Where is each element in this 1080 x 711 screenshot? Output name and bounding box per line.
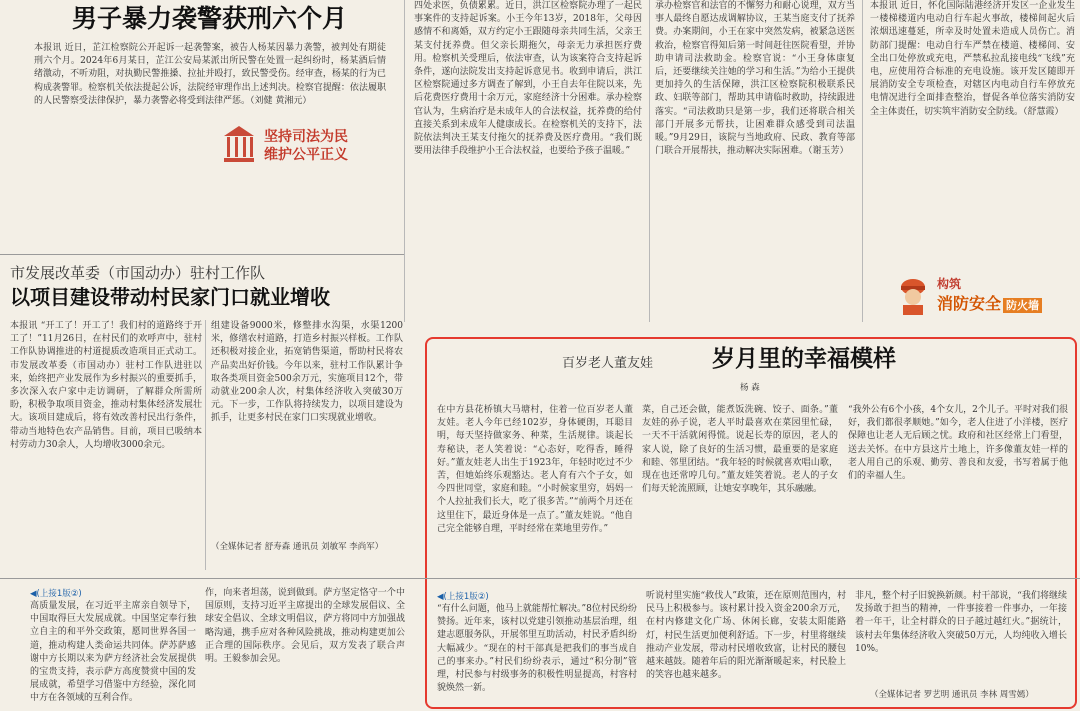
feature-author: 杨 森 <box>740 383 760 393</box>
mid-left-body-col1: 本报讯 “开工了！开工了！我们村的道路终于开工了！”11月26日，在村民们的欢呼声中，驻村工作队协调推进的村道提质改造项目正式动工。市发展改革委（市国动办）驻村工作队进驻以来，始终把产业发展作为乡村振兴的重要抓手，多次深入农户家中走访调研，了解群众所需所盼，积极争取项目资金，推动村集体经济发展壮大。该项目建成后，将有效改善村民出行条件，带动当地特色农产品销售。目前，项目已吸纳本村劳动力30余人，人均增收3000余元。 <box>10 321 202 450</box>
firefighter-icon <box>895 275 931 315</box>
top-right-body: 本报讯 近日，怀化国际陆港经济开发区一企业发生一楼梯楼道内电动自行车起火事故，楼梯间起火后浓烟迅速蔓延，所幸及时处置未造成人员伤亡。消防部门提醒：电动自行车严禁在楼道、楼梯间、安全出口处停放或充电，严禁私拉乱接电线“飞线”充电，应使用符合标准的充电设施。该开发区随即开展消防安全专项检查，对辖区内电动自行车停放充电情况进行全面排查整治，督促各单位落实消防安全主体责任，切实筑牢消防安全防线。（舒慧霞） <box>870 1 1075 117</box>
feature-col1: 在中方县花桥镇大马塘村，住着一位百岁老人董友娃。老人今年已经102岁，身体硬朗，耳聪目明，每天坚持做家务、种菜，生活规律。谈起长寿秘诀，老人笑着说：“心态好，吃得香，睡得好。”董友娃老人出生于1923年，年轻时吃过不少苦，但她始终乐观豁达。老人育有六个子女，如今四世同堂，家庭和睦。“小时候家里穷，妈妈一个人拉扯我们长大，吃了很多苦。”“前两个月还在这里住下，最近身体是一点了。”董友娃说。“他自己完全能够自理，平时经常在菜地里劳作。” <box>437 405 633 534</box>
mid-left-byline: （全媒体记者 舒寿森 通讯员 刘敏军 李尚军） <box>211 542 384 552</box>
mid-left-headline: 以项目建设带动村民家门口就业增收 <box>10 285 330 309</box>
bottom-continued-marker-1: ◀(上接1版②) <box>30 589 82 599</box>
bottom-col2: 作，向来者坦荡，说到做到。萨方坚定恪守一个中国原则，支持习近平主席提出的全球发展倡议、全球安全倡议、全球文明倡议，萨方将同中方加强战略沟通，携手应对各种风险挑战，推动构建更加公正合理的国际秩序。会见后，双方发表了联合声明。王毅参加会见。 <box>205 588 405 665</box>
bottom-col4: 听说村里实施“救伐人”政策，还在原则范围内，村民马上积极参与。该村累计投入资金200余万元，在村内修建文化广场、休闲长廊，安装太阳能路灯，村民生活更加便利舒适。下一步，村里将继续推动产业发展，带动村民增收致富，让村民的腰包越来越鼓。随着年后的阳光渐渐暖起来，村民脸上的笑容也越来越多。 <box>646 591 846 681</box>
stamp-line-1: 坚持司法为民 <box>264 129 348 145</box>
stamp-top: 构筑 <box>937 276 962 291</box>
top-left-body: 本报讯 近日，芷江检察院公开起诉一起袭警案，被告人杨某因暴力袭警，被判处有期徒刑六个月。2024年6月某日，芷江公安局某派出所民警在处置一起纠纷时，杨某酒后情绪激动，不听劝阻，对执勤民警推搡、拉扯并殴打，致民警受伤。经审查，杨某的行为已构成袭警罪。检察机关依法提起公诉，法院经审理作出上述判决。检察官提醒：依法履职的人民警察受法律保护，暴力袭警必将受到法律严惩。（刘健 黄湘元） <box>34 43 386 106</box>
mid-left-body-col2: 组建设备9000米，修整排水沟渠，水渠1200米，修缮农村道路，打造乡村振兴样板。工作队还积极对接企业，拓宽销售渠道，帮助村民将农产品卖出好价钱。今年以来，驻村工作队累计争取各类项目资金500余万元，实施项目12个，带动就业200余人次，村集体经济收入突破30万元。下一步，工作队将持续发力，以项目建设为抓手，让更多村民在家门口实现就业增收。 <box>211 321 403 424</box>
bottom-col5: 非凡，整个村子旧貌换新颜。村干部说，“我们将继续发扬敢于担当的精神，一件事接着一件事办，一年接着一年干，让全村群众的日子越过越红火。”据统计，该村去年集体经济收入突破50万元，人均纯收入增长10%。 <box>855 591 1067 654</box>
bottom-col3: “有什么问题，他马上就能帮忙解决。”8位村民纷纷赞扬。近年来，该村以党建引领推动基层治理，组建志愿服务队，开展邻里互助活动，村民矛盾纠纷大幅减少。“现在的村干部真是把我们的事当成自己的事来办。”村民们纷纷表示，通过“积分制”管理，村民参与村级事务的积极性明显提高，村容村貌焕然一新。 <box>437 604 637 694</box>
top-right-mid-body: 承办检察官和法官的不懈努力和耐心说理，双方当事人最终自愿达成调解协议，王某当庭支付了抚养费。办案期间，小王在家中突然发病，被紧急送医救治，检察官得知后第一时间赶往医院看望，并协助申请司法救助金。检察官说：“小王身体康复后，还要继续关注她的学习和生活。”为给小王提供更加持久的生活保障，洪江区检察院积极联系民政、妇联等部门，帮助其申请临时救助，持续跟进落实。“司法救助只是第一步，我们还将联合相关部门开展多元帮扶，让困难群众感受到司法温暖。”9月29日，该院与当地政府、民政、教育等部门联合开展帮扶，推动解决实际困难。（谢玉芳） <box>655 1 855 157</box>
mid-left-kicker: 市发展改革委（市国动办）驻村工作队 <box>10 264 266 282</box>
stamp-main: 消防安全 <box>937 293 1002 313</box>
feature-kicker: 百岁老人董友娃 <box>562 356 654 371</box>
stamp-tag: 防火墙 <box>1003 298 1042 313</box>
bottom-col1: 高质量发展，在习近平主席亲自领导下，中国取得巨大发展成就。中国坚定奉行独立自主的和平外交政策，愿同世界各国一道，推动构建人类命运共同体。萨苏萨感谢中方长期以来为萨方经济社会发展提供的宝贵支持，表示萨方高度赞赏中国的发展成就，希望学习借鉴中方经验，深化同中方在各领域的互利合作。 <box>30 601 196 704</box>
feature-col2: 菜，自己还会做，能煮饭洗碗、饺子、面条。”董友娃的孙子说，老人平时最喜欢在菜园里忙碌，一天不干活就闲得慌。说起长寿的原因，老人的家人说，除了良好的生活习惯，最重要的是家庭和睦、邻里团结。“我年轻的时候就喜欢唱山歌，现在也还常哼几句。”董友娃笑着说。老人的子女们每天轮流照顾，让她安享晚年，其乐融融。 <box>642 405 838 495</box>
feature-col3: “我外公有6个小孩，4个女儿，2个儿子。平时对我们很好，我们都很孝顺她。”如今，老人住进了小洋楼，医疗保障也让老人无后顾之忧。政府和社区经常上门看望，送去关怀。在中方县这片土地上，许多像董友娃一样的老人用自己的乐观、勤劳、善良和友爱，书写着属于他们的幸福人生。 <box>848 405 1068 482</box>
bottom-continued-marker-2: ◀(上接1版②) <box>437 592 489 602</box>
stamp-line-2: 维护公平正义 <box>264 147 348 163</box>
bottom-byline: （全媒体记者 罗艺明 通讯员 李林 周雪嫣） <box>870 690 1034 700</box>
top-left-headline: 男子暴力袭警获刑六个月 <box>72 4 348 33</box>
feature-headline: 岁月里的幸福模样 <box>712 345 896 372</box>
courthouse-icon <box>222 124 256 168</box>
justice-stamp <box>222 118 392 174</box>
top-mid-body: 四处求医，负债累累。近日，洪江区检察院办理了一起民事案件的支持起诉案。小王今年13岁，2018年，父母因感情不和离婚，双方约定小王跟随母亲共同生活，父亲王某支付抚养费。但父亲长期拖欠，母亲无力承担医疗费用。检察机关受理后，依法审查，认为该案符合支持起诉条件，遂向法院发出支持起诉意见书。收到申请后，洪江区检察院通过多方调查了解到，小王自去年住院以来，先后花费医疗费用十余万元，家庭经济十分困难。承办检察官认为，生病治疗是未成年人的合法权益，抚养费的给付直接关系到未成年人健康成长。在检察机关的支持下，法院依法判决王某支付拖欠的抚养费及医疗费用。“我们既要用法律手段维护小王合法权益，也要给予孩子温暖。” <box>414 1 642 157</box>
fire-safety-stamp <box>895 270 1075 320</box>
